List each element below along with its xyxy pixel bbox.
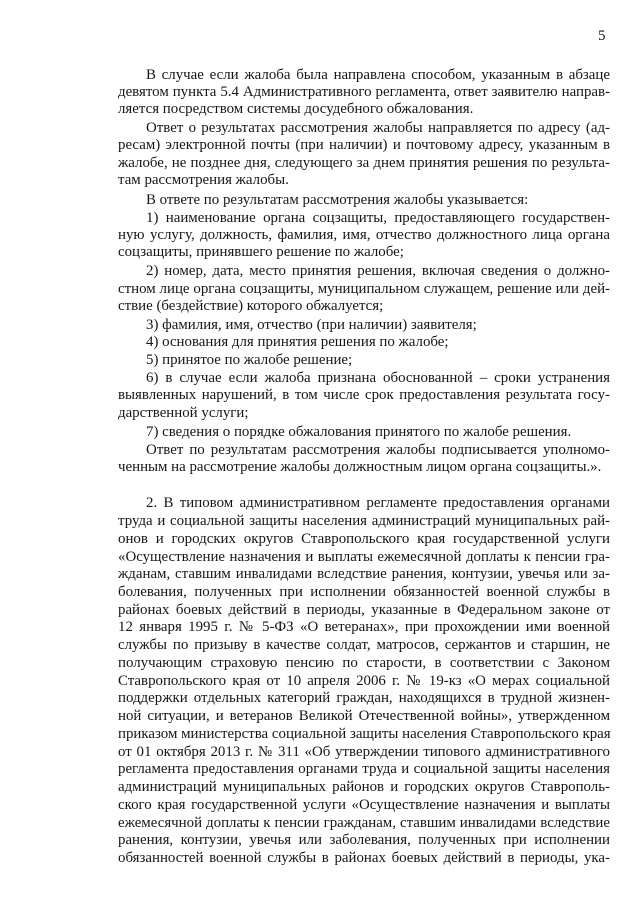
- text-line: 4) основания для принятия решения по жалобе;: [146, 334, 449, 350]
- text-line: жалобе, не позднее дня, следующего за днем принятия решения по результа-: [118, 155, 610, 171]
- text-line: 5) принятое по жалобе решение;: [146, 352, 353, 368]
- text-line: В случае если жалоба была направлена способом, указанным в абзаце: [146, 67, 610, 83]
- text-line: онов и городских округов Ставропольского края государственной услуги: [118, 531, 610, 547]
- text-line: стном лице органа соцзащиты, муниципальном служащем, решение или дей-: [118, 281, 610, 297]
- text-line: болевания, полученных при исполнении обязанностей военной службы в: [118, 584, 610, 600]
- text-line: 2) номер, дата, место принятия решения, включая сведения о должно-: [146, 263, 610, 279]
- text-line: 2. В типовом административном регламенте предоставления органами: [146, 495, 610, 511]
- text-line: В ответе по результатам рассмотрения жалобы указывается:: [146, 192, 529, 208]
- text-line: выявленных нарушений, в том числе срок предоставления результата госу-: [118, 387, 610, 403]
- text-line: поддержки отдельных категорий граждан, находящихся в трудной жизнен-: [118, 690, 610, 706]
- text-line: ресам) электронной почты (при наличии) и почтовому адресу, указанным в: [118, 137, 610, 153]
- text-line: жданам, ставшим инвалидами вследствие ранения, контузии, увечья или за-: [118, 566, 610, 582]
- text-line: девятом пункта 5.4 Административного регламента, ответ заявителю направ-: [118, 84, 610, 100]
- text-line: ной ситуации, и ветеранов Великой Отечественной войны», утвержденном: [118, 708, 610, 724]
- text-line: 6) в случае если жалоба признана обоснованной – сроки устранения: [146, 370, 610, 386]
- text-line: регламента предоставления органами труда и социальной защиты населения: [118, 761, 610, 777]
- text-line: труда и социальной защиты населения администраций муниципальных рай-: [118, 513, 610, 529]
- text-line: службы по призыву в качестве солдат, матросов, сержантов и старшин, не: [118, 637, 610, 653]
- text-line: районах боевых действий в периоды, указанные в Федеральном законе от: [118, 602, 610, 618]
- text-line: 7) сведения о порядке обжалования принятого по жалобе решения.: [146, 424, 572, 440]
- text-line: соцзащиты, принявшего решение по жалобе;: [118, 244, 404, 260]
- text-line: ского края государственной услуги «Осуществление назначения и выплаты: [118, 797, 610, 813]
- text-line: ную услугу, должность, фамилия, имя, отчество должностного лица органа: [118, 227, 610, 243]
- text-line: Ответ о результатах рассмотрения жалобы направляется по адресу (ад-: [146, 120, 610, 136]
- text-line: ежемесячной доплаты к пенсии гражданам, ставшим инвалидами вследствие: [118, 815, 610, 831]
- text-line: 3) фамилия, имя, отчество (при наличии) заявителя;: [146, 317, 477, 333]
- page-number: 5: [598, 28, 606, 44]
- text-line: Ставропольского края от 10 апреля 2006 г. № 19-кз «О мерах социальной: [118, 673, 610, 689]
- text-line: администраций муниципальных районов и городских округов Ставрополь-: [118, 779, 610, 795]
- text-line: обязанностей военной службы в районах боевых действий в периоды, ука-: [118, 850, 610, 866]
- text-line: ранения, контузии, увечья или заболевания, полученных при исполнении: [118, 832, 610, 848]
- text-line: приказом министерства социальной защиты населения Ставропольского края: [118, 726, 611, 742]
- text-line: 12 января 1995 г. № 5-ФЗ «О ветеранах», при прохождении ими военной: [118, 619, 610, 635]
- text-line: ченным на рассмотрение жалобы должностным лицом органа соцзащиты.».: [118, 459, 602, 475]
- text-line: 1) наименование органа соцзащиты, предоставляющего государствен-: [146, 210, 610, 226]
- text-line: ляется посредством системы досудебного обжалования.: [118, 101, 474, 117]
- text-line: Ответ по результатам рассмотрения жалобы подписывается уполномо-: [146, 442, 610, 458]
- text-line: там рассмотрения жалобы.: [118, 172, 289, 188]
- text-line: дарственной услуги;: [118, 405, 249, 421]
- text-line: «Осуществление назначения и выплаты ежемесячной доплаты к пенсии гра-: [118, 549, 610, 565]
- text-line: ствие (бездействие) которого обжалуется;: [118, 298, 384, 314]
- text-line: получающим страховую пенсию по старости, в соответствии с Законом: [118, 655, 610, 671]
- text-line: от 01 октября 2013 г. № 311 «Об утверждении типового административного: [118, 744, 610, 760]
